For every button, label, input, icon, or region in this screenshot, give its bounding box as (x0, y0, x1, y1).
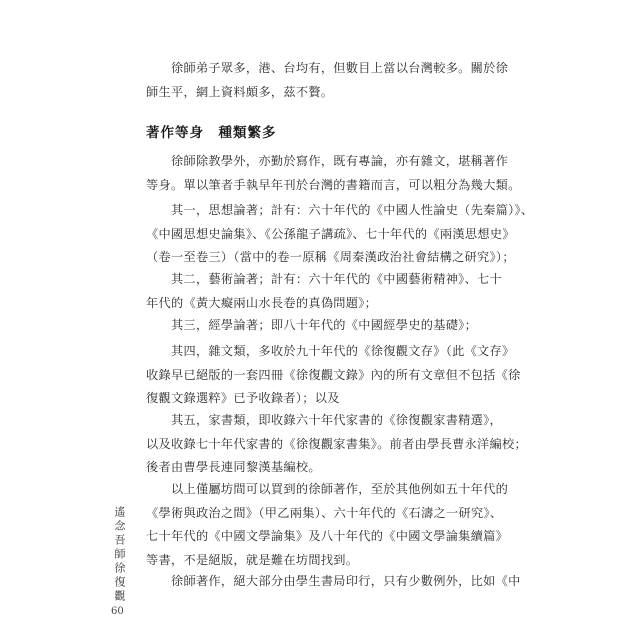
paragraph-1 (146, 57, 509, 104)
text-line: 收錄早已絕版的一套四冊《徐復觀文錄》內的所有文章但不包括《徐 (146, 367, 521, 382)
paragraph-4 (146, 268, 503, 315)
running-title: 遙念吾師徐復觀 (113, 506, 126, 604)
text-line: 《學術與政治之間》（甲乙兩集）、六十年代的《石濤之一研究》、 (146, 505, 503, 520)
text-line: 後者由曹學長連同黎漢基編校。 (146, 460, 321, 474)
text-line: 復觀文錄選粹》已予收錄者）；以及 (146, 391, 340, 405)
paragraph-8 (146, 478, 509, 572)
paragraph-7 (146, 409, 528, 480)
text-line: 以及收錄七十年代家書的《徐復觀家書集》。前者由學長曹永洋編校； (146, 436, 528, 451)
paragraph-9 (146, 570, 521, 594)
text-line: 其一，思想論著；計有：六十年代的《中國人性論史（先秦篇）》、 (146, 203, 534, 217)
text-line: 七十年代的《中國文學論集》及八十年代的《中國文學論集續篇》 (146, 529, 509, 543)
text-line: 其五，家書類，即收錄六十年代家書的《徐復觀家書精選》， (146, 413, 503, 427)
text-line: 《中國思想史論集》、《公孫龍子講疏》、七十年代的《兩漢思想史》 (146, 226, 515, 241)
text-line: 等書，不是絕版，就是難在坊間找到。 (146, 552, 359, 567)
text-line: 年代的《黃大癡兩山水長卷的真偽問題》； (146, 295, 378, 310)
paragraph-3 (146, 199, 534, 270)
text-line: （卷一至卷三）（當中的卷一原稱《周秦漢政治社會結構之研究》）； (146, 250, 515, 264)
text-line: 其二，藝術論著；計有：六十年代的《中國藝術精神》、七十 (146, 272, 503, 286)
paragraph-5 (146, 314, 498, 338)
paragraph-2 (146, 150, 521, 197)
text-line: 以上僅屬坊間可以買到的徐師著作，至於其他例如五十年代的 (146, 482, 509, 496)
text-line: 徐師除教學外，亦勤於寫作，既有專論，亦有雜文，堪稱著作 (146, 154, 509, 168)
page-number: 60 (111, 606, 124, 617)
text-line: 徐師著作，絕大部分由學生書局印行，只有少數例外，比如《中 (146, 574, 521, 588)
text-line: 其四，雜文類，多收於九十年代的《徐復觀文存》（此《文存》 (146, 344, 515, 358)
text-line: 徐師弟子眾多，港、台均有，但數目上當以台灣較多。關於徐 (146, 61, 509, 75)
text-line: 其三，經學論著；即八十年代的《中國經學史的基礎》； (146, 318, 478, 332)
text-line: 等身。單以筆者手執早年刊於台灣的書籍而言，可以粗分為幾大類。 (146, 177, 521, 192)
section-heading: 著作等身 種類繁多 (146, 125, 277, 141)
paragraph-6 (146, 340, 521, 411)
text-line: 師生平，網上資料頗多，茲不贅。 (146, 84, 334, 99)
